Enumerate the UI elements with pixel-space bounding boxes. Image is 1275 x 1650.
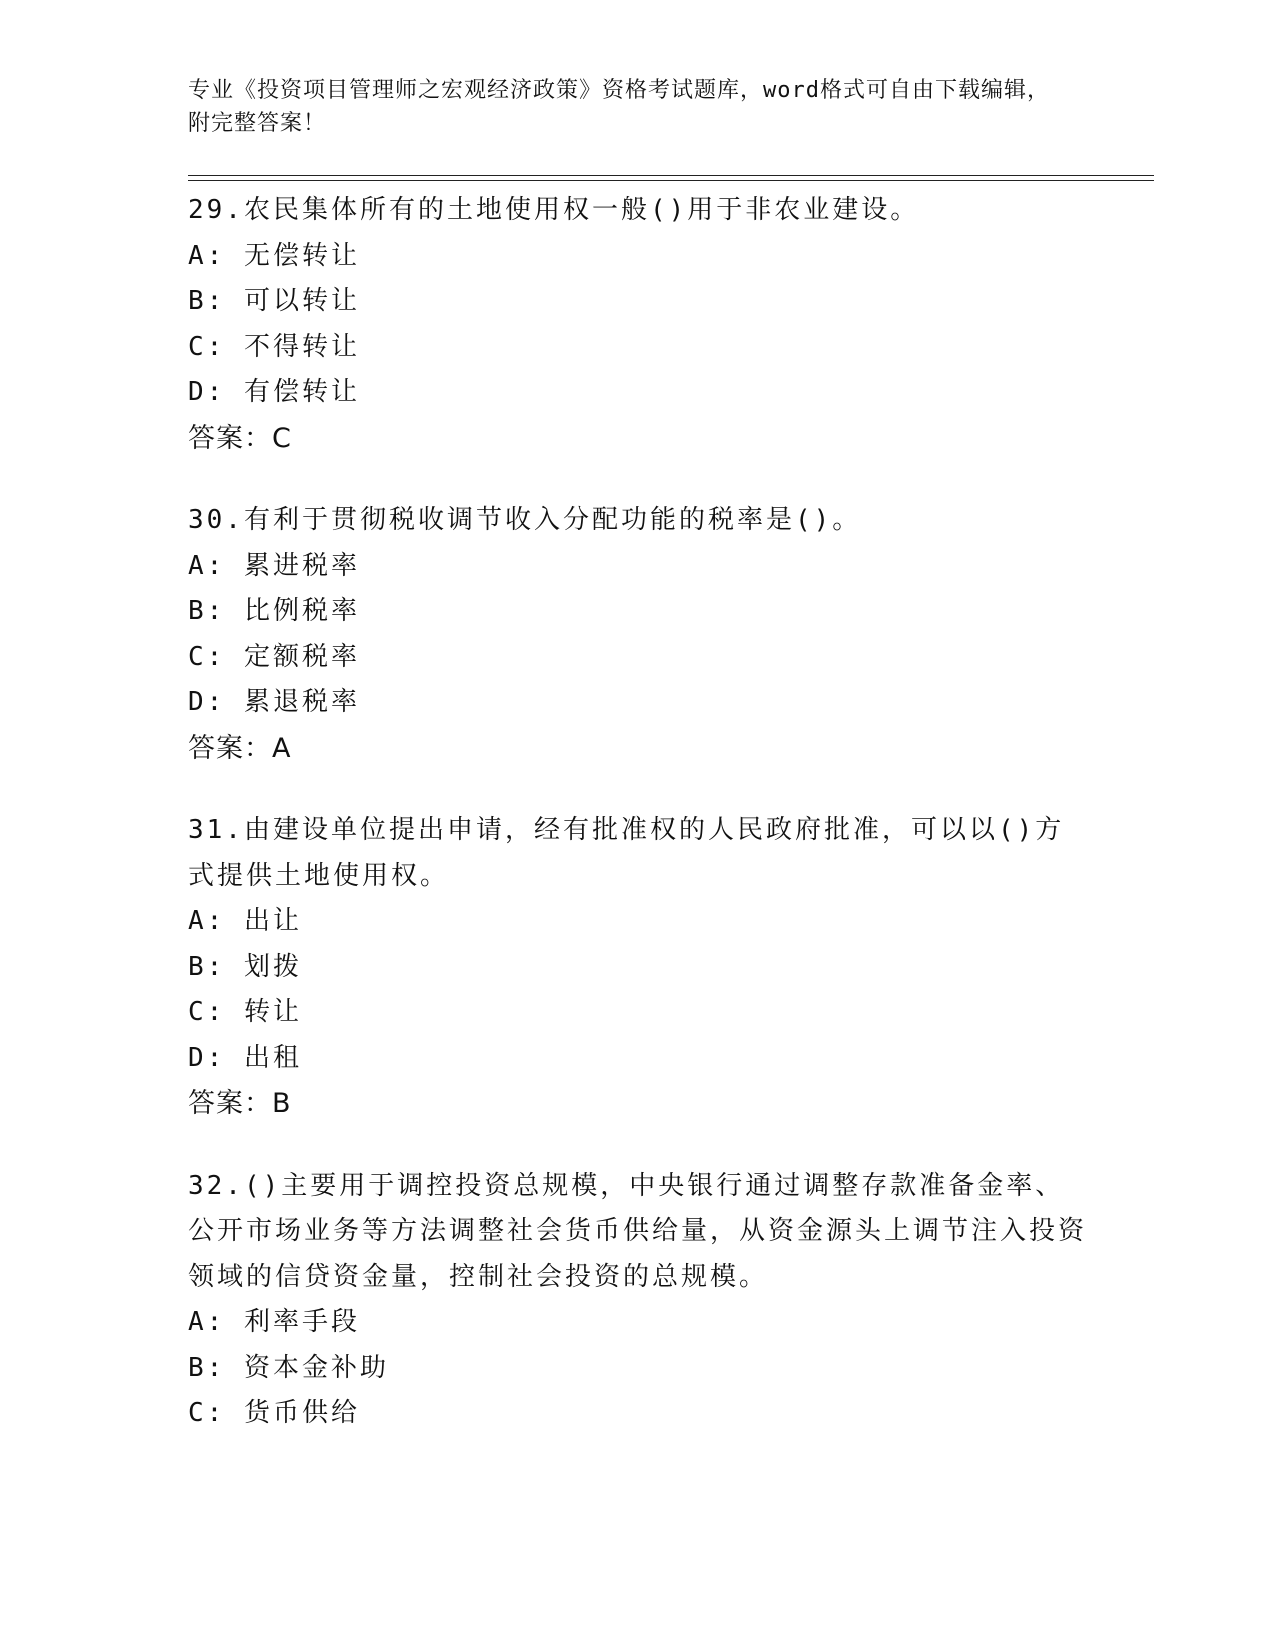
question-list <box>188 188 1088 1474</box>
option-c: C: 转让 <box>188 997 302 1027</box>
option-d: D: 出租 <box>188 1042 302 1073</box>
answer-line: 答案：A <box>188 732 292 764</box>
question-stem: 31.由建设单位提出申请，经有批准权的人民政府批准，可以以()方式提供土地使用权。 <box>188 815 1065 891</box>
question-30 <box>188 498 1088 771</box>
question-stem: 29.农民集体所有的土地使用权一般()用于非农业建设。 <box>188 195 920 225</box>
option-c: C: 不得转让 <box>188 331 360 362</box>
header-divider-bottom <box>188 180 1154 181</box>
answer-line: 答案：C <box>188 422 292 454</box>
option-d: D: 累退税率 <box>188 687 360 717</box>
option-a: A: 累进税率 <box>188 550 360 581</box>
question-32 <box>188 1164 1088 1437</box>
document-intro: 专业《投资项目管理师之宏观经济政策》资格考试题库，word格式可自由下载编辑，附完整答案！ <box>188 78 1050 136</box>
option-b: B: 资本金补助 <box>188 1352 389 1383</box>
question-29 <box>188 188 1088 461</box>
option-b: B: 可以转让 <box>188 286 360 316</box>
question-stem: 32.()主要用于调控投资总规模，中央银行通过调整存款准备金率、公开市场业务等方法调整社会货币供给量，从资金源头上调节注入投资领域的信贷资金量，控制社会投资的总规模。 <box>188 1170 1088 1292</box>
option-a: A: 利率手段 <box>188 1307 360 1337</box>
option-c: C: 货币供给 <box>188 1398 360 1428</box>
option-a: A: 出让 <box>188 906 302 936</box>
question-31 <box>188 808 1088 1127</box>
option-c: C: 定额税率 <box>188 641 360 672</box>
question-stem: 30.有利于贯彻税收调节收入分配功能的税率是()。 <box>188 505 862 535</box>
option-d: D: 有偿转让 <box>188 377 360 407</box>
option-b: B: 比例税率 <box>188 596 360 626</box>
answer-line: 答案：B <box>188 1088 292 1119</box>
option-b: B: 划拨 <box>188 951 302 982</box>
header-divider-top <box>188 175 1154 176</box>
option-a: A: 无偿转让 <box>188 240 360 271</box>
